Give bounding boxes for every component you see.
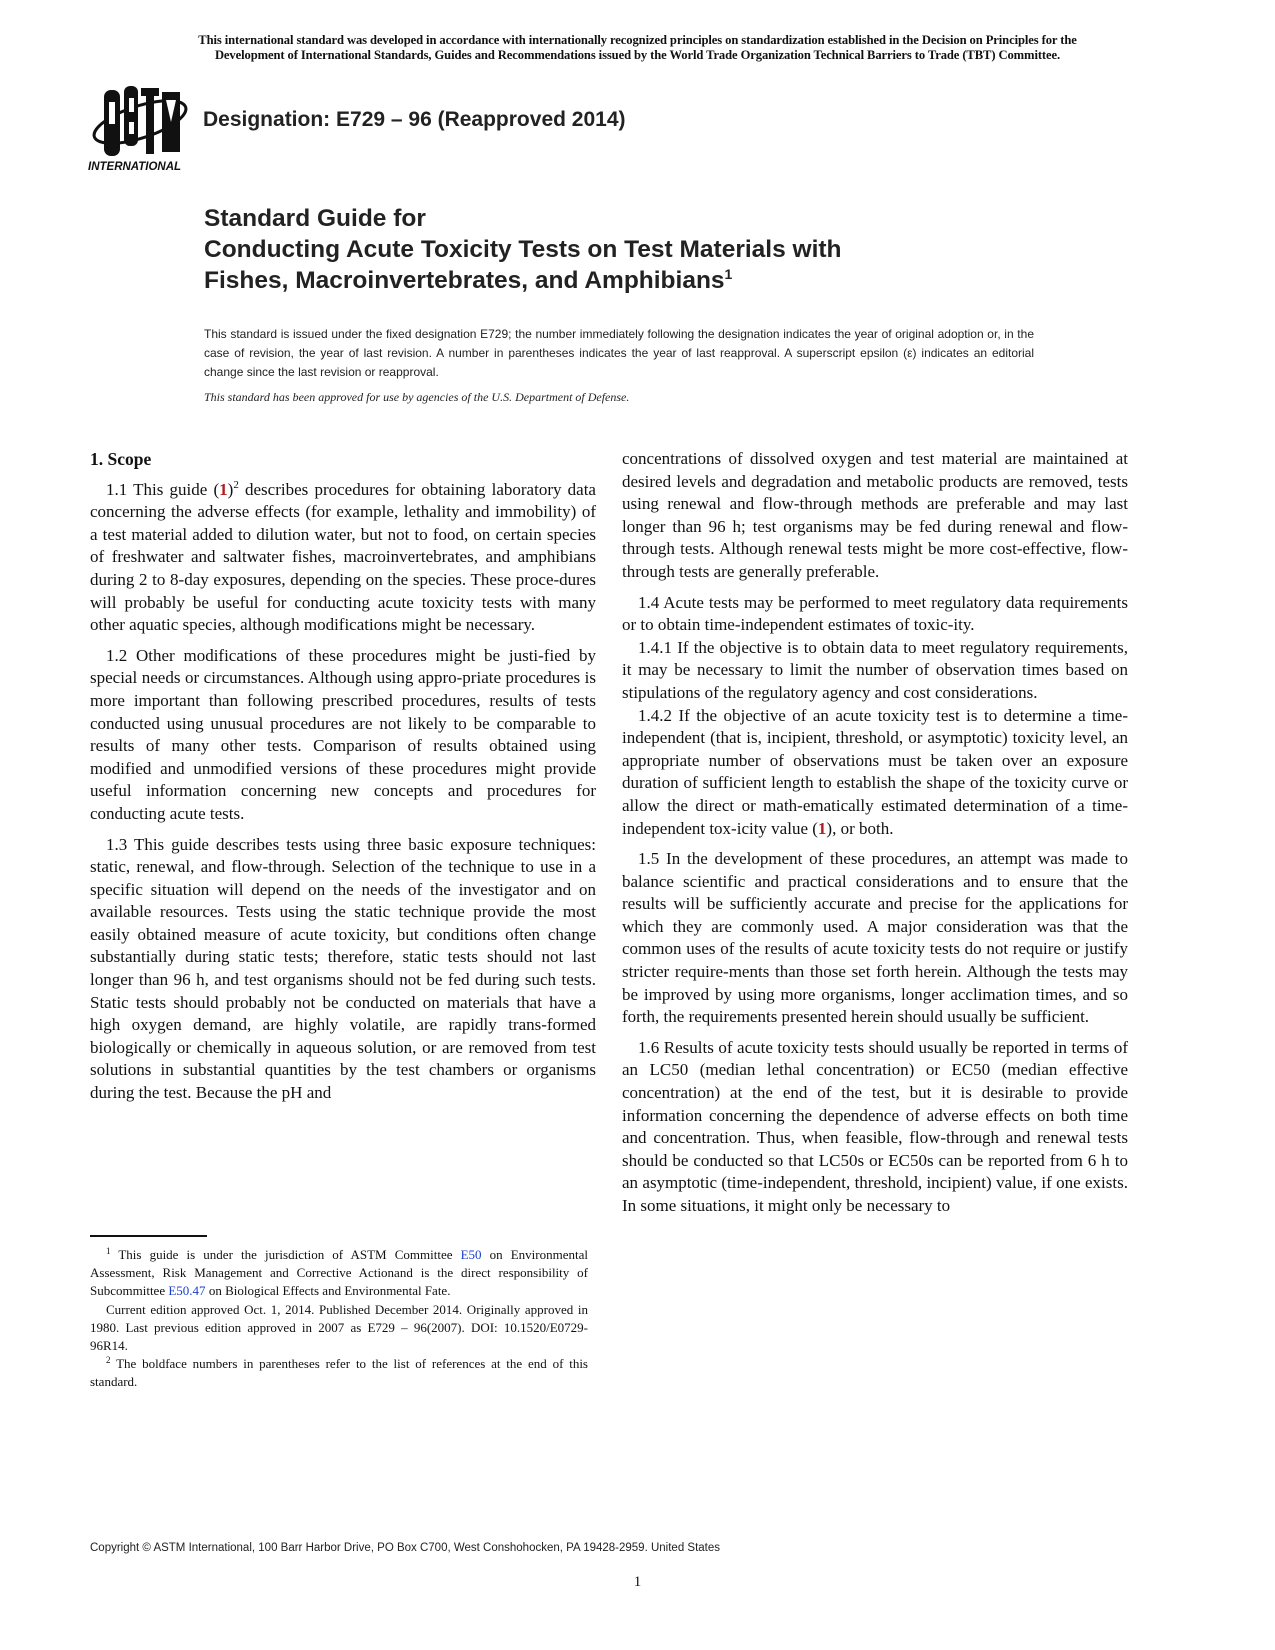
title-footnote-mark[interactable]: 1: [724, 266, 733, 282]
section-heading-scope: 1. Scope: [90, 449, 152, 469]
paragraph-1-4: 1.4 Acute tests may be performed to meet regulatory data requirements or to obtain time-independent estimates of toxic-ity.: [622, 592, 1128, 635]
subcommittee-e50-47-link[interactable]: E50.47: [168, 1283, 206, 1299]
title-line-3: Fishes, Macroinvertebrates, and Amphibians$^1$: [204, 266, 733, 294]
paragraph-1-5: 1.5 In the development of these procedures, an attempt was made to balance scientific and practical considerations and to ensure that the results will be sufficiently accurate and precise for the applications for which they are commonly used. A major consideration was that the common uses of the results of acute toxicity tests do not require or justify stricter require-ments than those set forth herein. Although the tests may be improved by using more organisms, longer acclimation times, and so forth, the requirements presented herein should usually be sufficient.: [622, 849, 1128, 1027]
footnotes: [90, 1246, 588, 1392]
footnote-2: $^2$ The boldface numbers in parentheses refer to the list of references at the end of this standard.: [90, 1355, 588, 1390]
paragraph-1-4-1: 1.4.1 If the objective is to obtain data to meet regulatory requirements, it may be necessary to limit the number of observation times based on stipulations of the regulatory agency and cost considerations.: [622, 637, 1128, 702]
right-column: [622, 448, 1128, 1226]
left-column: [90, 448, 596, 1113]
wto-notice: [90, 33, 1185, 63]
wto-notice-line-1: This international standard was developed in accordance with internationally recognized principles on standardization established in the Decision on Principles for the: [198, 33, 1077, 47]
title-line-2: Conducting Acute Toxicity Tests on Test Materials with: [204, 236, 842, 263]
dod-approval-note: This standard has been approved for use by agencies of the U.S. Department of Defense.: [204, 390, 630, 404]
footnote-divider: [90, 1235, 207, 1237]
logo-wordmark: INTERNATIONAL: [88, 161, 182, 173]
paragraph-1-3-continued: concentrations of dissolved oxygen and test material are maintained at desired levels and degradation and metabolic products are removed, tests using renewal and flow-through methods are preferable and may last longer than 96 h; test organisms may be fed during renewal and flow-through tests. Although renewal tests might be more cost-effective, flow-through tests are generally preferable.: [622, 449, 1128, 581]
committee-e50-link[interactable]: E50: [460, 1247, 482, 1262]
copyright-notice: Copyright © ASTM International, 100 Barr Harbor Drive, PO Box C700, West Conshohocken, PA 19428-2959. United States: [90, 1542, 721, 1554]
reference-link[interactable]: 1: [219, 479, 228, 499]
paragraph-1-2: 1.2 Other modifications of these procedures might be justi-fied by special needs or circumstances. Although using appro-priate procedures is more important than following prescribed procedures, results of tests conducted using unusual procedures are not likely to be comparable to results of many other tests. Comparison of results obtained using modified and unmodified versions of these procedures might provide useful information concerning new concepts and procedures for conducting acute tests.: [90, 645, 596, 823]
issuance-statement: This standard is issued under the fixed designation E729; the number immediately following the designation indicates the year of original adoption or, in the case of revision, the year of last revision. A number in parentheses indicates the year of last reapproval. A superscript epsilon (ε) indicates an editorial change since the last revision or reapproval.: [204, 327, 1034, 379]
footnote-mark-2[interactable]: 2: [233, 478, 239, 491]
astm-logo-icon: [88, 82, 194, 174]
reference-link[interactable]: 1: [817, 818, 827, 838]
paragraph-1-3: 1.3 This guide describes tests using three basic exposure techniques: static, renewal, and flow-through. Selection of the technique to use in a specific situation will depend on the needs of the investigator and on available resources. Tests using the static technique provide the most easily obtained measure of acute toxicity, but conditions often change substantially during static tests; therefore, static tests should not last longer than 96 h, and test organisms should not be fed during such tests. Static tests should probably not be conducted on materials that have a high oxygen demand, are highly volatile, are rapidly trans-formed biologically or chemically in aqueous solution, or are removed from test solutions in substantial quantities by the test chambers or organisms during the test. Because the pH and: [90, 834, 596, 1103]
title-line-1: Standard Guide for: [204, 205, 426, 232]
paragraph-1-1: 1.1 This guide $(1)^2$ describes procedures for obtaining laboratory data concerning the adverse effects (for example, lethality and immobility) of a test material added to dilution water, but not to food, on certain species of freshwater and saltwater fishes, macroinvertebrates, and amphibians during 2 to 8-day exposures, depending on the species. These proce-dures will probably be useful for conducting acute toxicity tests with many other aquatic species, although modifications might be necessary.: [90, 478, 596, 635]
paragraph-1-6: 1.6 Results of acute toxicity tests should usually be reported in terms of an LC50 (median lethal concentration) or EC50 (median effective concentration) at the end of the test, but it is desirable to provide information concerning the dependence of adverse effects on both time and concentration. Thus, when feasible, flow-through and renewal tests should be conducted so that LC50s or EC50s can be reported from 6 h to an asymptotic (time-independent, threshold, incipient) value, if one exists. In some situations, it might only be necessary to: [622, 1037, 1128, 1215]
astm-logo: [88, 82, 194, 174]
paragraph-1-4-2: 1.4.2 If the objective of an acute toxicity test is to determine a time-independent (that is, incipient, threshold, or asymptotic) toxicity level, an appropriate number of observations must be taken over an exposure duration of sufficient length to establish the shape of the toxicity curve or allow the direct or math-ematically estimated determination of a time-independent tox-icity value (1), or both.: [622, 705, 1128, 838]
designation: Designation: E729 – 96 (Reapproved 2014): [203, 108, 626, 131]
document-title: [204, 203, 842, 296]
page-number: 1: [633, 1574, 642, 1590]
wto-notice-line-2: Development of International Standards, Guides and Recommendations issued by the World Trade Organization Technical Barriers to Trade (TBT) Committee.: [214, 48, 1061, 62]
footnote-1: $^1$ This guide is under the jurisdiction of ASTM Committee E50 on Environmental Assessment, Risk Management and Corrective Actionand is the direct responsibility of Subcommittee E50.47 on Biological Effects and Environmental Fate.: [90, 1246, 588, 1299]
edition-note: Current edition approved Oct. 1, 2014. Published December 2014. Originally approved in 1980. Last previous edition approved in 2007 as E729 – 96(2007). DOI: 10.1520/E0729-96R14.: [90, 1301, 588, 1354]
